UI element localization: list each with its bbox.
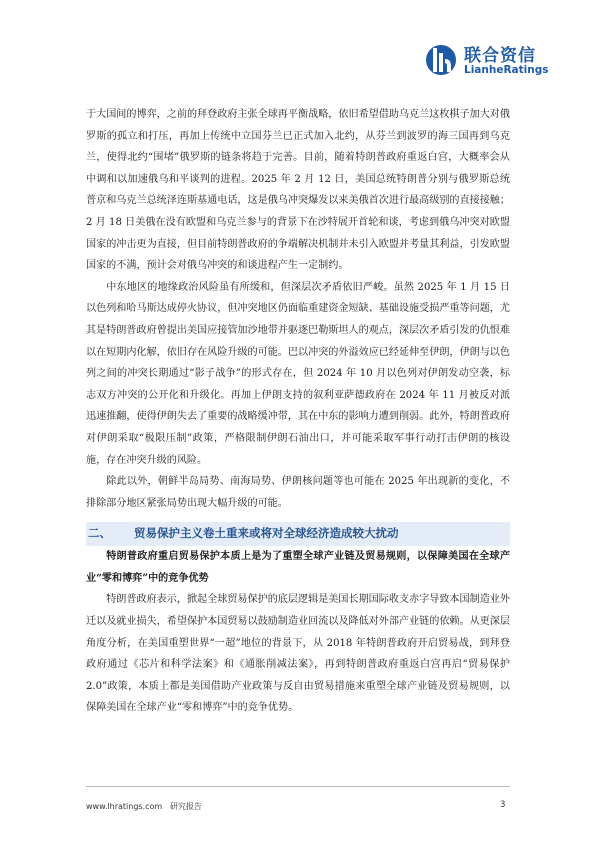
footer-website: www.lhratings.com [86,802,163,811]
section-number: 二、 [88,526,111,541]
footer-divider [86,786,510,787]
report-body [86,104,510,719]
paragraph-middle-east: 中东地区的地缘政治风险虽有所缓和，但深层次矛盾依旧严峻。虽然 2025 年 1 月 15 日以色列和哈马斯达成停火协议，但冲突地区仍面临重建资金短缺、基础设施受损严重等问题，尤其是特朗普政府曾提出美国应接管加沙地带并驱逐巴勒斯坦人的观点，深层次矛盾引发的仇恨难以在短期内化解，依旧存在风险升级的可能。巴以冲突的外溢效应已经延伸至伊朗，伊朗与以色列之间的冲突长期通过“影子战争”的形式存在，但 2024 年 10 月以色列对伊朗发动空袭，标志双方冲突的公开化和升级化。再加上伊朗支持的叙利亚萨德政府在 2024 年 11 月被反对派迅速推翻，使得伊朗失去了重要的战略缓冲带，其在中东的影响力遭到削弱。此外，特朗普政府对伊朗采取“极限压制”政策，严格限制伊朗石油出口，并可能采取军事行动打击伊朗的核设施，存在冲突升级的风险。 [86,281,510,466]
logo-english-name: LianheRatings [464,64,549,76]
lianhe-logo-icon [424,39,458,79]
page-number: 3 [500,800,506,810]
section-title: 贸易保护主义卷土重来或将对全球经济造成较大扰动 [134,526,399,541]
company-logo [424,35,564,85]
subsection-lead: 特朗普政府重启贸易保护本质上是为了重塑全球产业链及贸易规则，以保障美国在全球产业“零和博弈”中的竞争优势 [86,551,510,584]
paragraph-russia-ukraine: 于大国间的博弈，之前的拜登政府主张全球再平衡战略，依旧希望借助乌克兰这枚棋子加大对俄罗斯的孤立和打压，再加上传统中立国芬兰已正式加入北约，从芬兰到波罗的海三国再到乌克兰，使得北约“围堵”俄罗斯的链条将趋于完善。目前，随着特朗普政府重返白宫，大概率会从中调和以加速俄乌和平谈判的进程。2025 年 2 月 12 日，美国总统特朗普分别与俄罗斯总统普京和乌克兰总统泽连斯基通电话，这是俄乌冲突爆发以来美俄首次进行最高级别的直接接触；2 月 18 日美俄在没有欧盟和乌克兰参与的背景下在沙特展开首轮和谈，考虑到俄乌冲突对欧盟国家的冲击更为直接，但目前特朗普政府的争端解决机制并未引入欧盟并考量其利益，引发欧盟国家的不满，预计会对俄乌冲突的和谈进程产生一定制约。 [86,109,510,272]
section-heading [86,522,510,546]
paragraph-other-regions: 除此以外，朝鲜半岛局势、南海局势、伊朗核问题等也可能在 2025 年出现新的变化，不排除部分地区紧张局势出现大幅升级的可能。 [86,476,510,509]
paragraph-trade-protection: 特朗普政府表示，掀起全球贸易保护的底层逻辑是美国长期国际收支赤字导致本国制造业外迁以及就业损失，希望保护本国贸易以鼓励制造业回流以及降低对外部产业链的依赖。从更深层角度分析，在美国重塑世界“一超”地位的背景下，从 2018 年特朗普政府开启贸易战，到拜登政府通过《芯片和科学法案》和《通胀削减法案》，再到特朗普政府重返白宫再启“贸易保护 2.0”政策，本质上都是美国借助产业政策与反自由贸易措施来重塑全球产业链及贸易规则，以保障美国在全球产业“零和博弈”中的竞争优势。 [86,594,510,714]
footer-doc-type: 研究报告 [169,802,202,811]
footer-info [86,801,202,812]
logo-chinese-name: 联合资信 [464,46,536,66]
